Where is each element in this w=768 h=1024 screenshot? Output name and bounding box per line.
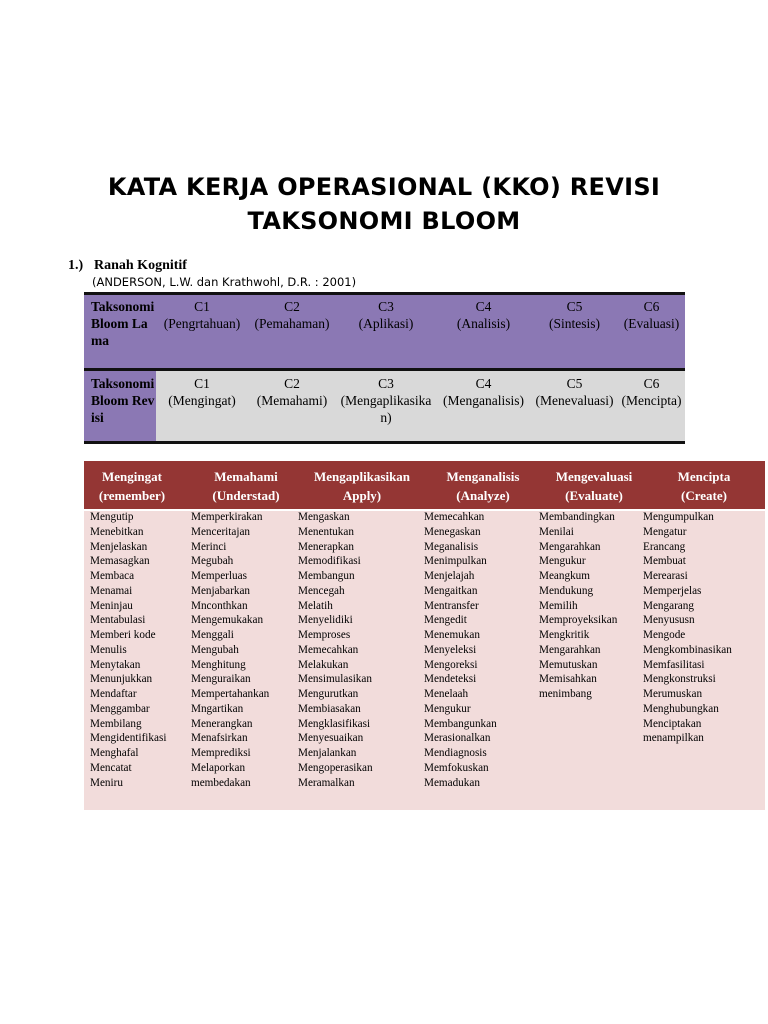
level-label: (Menevaluasi) bbox=[535, 393, 614, 408]
verb-item: Menegaskan bbox=[424, 525, 481, 538]
verb-item: Mengukur bbox=[424, 702, 471, 715]
verb-item: Menemukan bbox=[424, 629, 480, 641]
level-cell-c1 bbox=[156, 294, 248, 370]
kko-header-english: (Analyze) bbox=[456, 488, 510, 503]
kko-header-level: Mengingat bbox=[102, 469, 162, 484]
kko-header-level: Mengaplikasikan bbox=[313, 469, 411, 484]
verb-item: Mnconthkan bbox=[191, 599, 248, 612]
level-label: (Sintesis) bbox=[548, 316, 600, 331]
verb-item: Mendeteksi bbox=[424, 673, 477, 686]
document-title bbox=[0, 170, 768, 238]
level-code: C1 bbox=[194, 299, 210, 314]
verb-item: Menggali bbox=[191, 629, 234, 641]
verb-item: Mengarahkan bbox=[539, 540, 601, 553]
verb-item: Menimpulkan bbox=[424, 555, 487, 568]
level-code: C2 bbox=[284, 376, 300, 391]
level-cell-c6 bbox=[618, 294, 685, 370]
level-code: C2 bbox=[284, 299, 300, 314]
kko-column-5 bbox=[539, 510, 617, 702]
verb-item: Melakukan bbox=[298, 658, 349, 671]
level-cell-c3 bbox=[336, 370, 436, 443]
verb-item: Memperjelas bbox=[643, 584, 702, 597]
kko-header-6 bbox=[634, 467, 768, 505]
verb-item: Mendukung bbox=[539, 584, 594, 597]
verb-item: Mengatur bbox=[643, 525, 687, 538]
kko-header-english: (Evaluate) bbox=[565, 488, 623, 503]
row-taksonomi-revisi bbox=[84, 370, 685, 443]
verb-item: Melatih bbox=[298, 599, 333, 612]
kko-header-english: Apply) bbox=[342, 488, 382, 503]
row-header: Taksonomi Bloom Revisi bbox=[84, 370, 156, 443]
level-label: (Analisis) bbox=[456, 316, 511, 331]
verb-item: Mengutip bbox=[90, 511, 134, 523]
verb-item: Membilang bbox=[90, 717, 142, 730]
verb-item: Mencatat bbox=[90, 761, 132, 774]
verb-item: Menelaah bbox=[424, 688, 469, 700]
verb-item: Menghafal bbox=[90, 747, 139, 759]
level-cell-c2 bbox=[248, 370, 336, 443]
verb-item: Menyeleksi bbox=[424, 643, 477, 656]
kko-table-header bbox=[84, 461, 765, 511]
verb-item: Memasagkan bbox=[90, 555, 150, 568]
verb-item: Mengemukakan bbox=[191, 614, 264, 627]
verb-item: Mendiagnosis bbox=[424, 747, 487, 759]
verb-item: menimbang bbox=[539, 688, 592, 700]
verb-item: Memodifikasi bbox=[298, 555, 361, 568]
verb-item: Menulis bbox=[90, 643, 127, 656]
level-label: (Memahami) bbox=[256, 393, 328, 408]
verb-item: Menggambar bbox=[90, 702, 150, 715]
verb-item: Mengaitkan bbox=[424, 584, 478, 597]
verb-item: Menerapkan bbox=[298, 540, 354, 553]
level-cell-c2 bbox=[248, 294, 336, 370]
verb-item: Menyelidiki bbox=[298, 614, 353, 627]
title-line-1: KATA KERJA OPERASIONAL (KKO) REVISI bbox=[107, 173, 661, 201]
verb-item: Memproyeksikan bbox=[539, 614, 618, 627]
verb-item: Mengarang bbox=[643, 599, 694, 612]
verb-item: membedakan bbox=[191, 776, 251, 789]
verb-item: Mengkonstruksi bbox=[643, 673, 716, 686]
kko-header-english: (remember) bbox=[98, 488, 166, 503]
kko-column-4 bbox=[424, 510, 497, 790]
section-title: Ranah Kognitif bbox=[94, 258, 187, 273]
verb-item: Mengaskan bbox=[298, 511, 350, 523]
verb-item: Mengoperasikan bbox=[298, 761, 373, 774]
verb-item: Memutuskan bbox=[539, 658, 598, 671]
verb-item: Menunjukkan bbox=[90, 673, 153, 686]
level-code: C6 bbox=[643, 299, 660, 314]
section-number: 1.) bbox=[68, 258, 84, 273]
level-label: (Menganalisis) bbox=[443, 393, 524, 408]
kko-header-level: Mengevaluasi bbox=[555, 469, 633, 484]
kko-header-level: Memahami bbox=[214, 469, 278, 484]
kko-column-1 bbox=[90, 510, 166, 790]
level-label: (Evaluasi) bbox=[623, 316, 680, 331]
verb-item: Mengkritik bbox=[539, 629, 590, 641]
verb-item: menampilkan bbox=[643, 732, 704, 745]
verb-item: Menilai bbox=[539, 525, 574, 538]
verb-item: Mengoreksi bbox=[424, 658, 478, 671]
level-label: (Mengingat) bbox=[168, 393, 236, 408]
level-code: C3 bbox=[378, 376, 394, 391]
verb-item: Membiasakan bbox=[298, 702, 361, 715]
verb-item: Membangun bbox=[298, 570, 355, 582]
verb-item: Menjelajah bbox=[424, 570, 475, 582]
level-cell-c4 bbox=[436, 370, 531, 443]
level-cell-c6 bbox=[618, 370, 685, 443]
verb-item: Memberi kode bbox=[90, 629, 156, 641]
kko-header-english: (Understad) bbox=[212, 488, 280, 503]
kko-column-2 bbox=[191, 510, 269, 790]
verb-item: Mengkombinasikan bbox=[643, 643, 732, 656]
verb-item: Memprediksi bbox=[191, 747, 251, 759]
verb-item: Membangunkan bbox=[424, 717, 497, 730]
verb-item: Mempertahankan bbox=[191, 688, 270, 700]
level-code: C1 bbox=[194, 376, 210, 391]
row-taksonomi-lama bbox=[84, 294, 685, 370]
verb-item: Merearasi bbox=[643, 570, 688, 582]
kko-header-english: (Create) bbox=[681, 488, 727, 503]
kko-table bbox=[84, 461, 765, 810]
level-cell-c1 bbox=[156, 370, 248, 443]
verb-item: Memperkirakan bbox=[191, 511, 263, 523]
level-label: (Mencipta) bbox=[621, 393, 682, 408]
verb-item: Meramalkan bbox=[298, 776, 355, 789]
verb-item: Membuat bbox=[643, 555, 686, 568]
kko-column-3 bbox=[298, 510, 373, 790]
verb-item: Meangkum bbox=[539, 570, 590, 582]
verb-item: Melaporkan bbox=[191, 761, 246, 774]
verb-item: Memecahkan bbox=[298, 643, 359, 656]
verb-item: Memproses bbox=[298, 629, 351, 641]
level-cell-c5 bbox=[531, 370, 618, 443]
verb-item: Mencegah bbox=[298, 584, 345, 597]
verb-item: Meganalisis bbox=[424, 540, 479, 553]
level-label: (Pemahaman) bbox=[254, 316, 330, 331]
verb-item: Mengode bbox=[643, 629, 686, 641]
verb-item: Memilih bbox=[539, 599, 578, 612]
verb-item: Mengurutkan bbox=[298, 688, 359, 700]
kko-header-level: Menganalisis bbox=[446, 469, 520, 484]
verb-item: Meniru bbox=[90, 776, 123, 789]
verb-item: Merumuskan bbox=[643, 688, 703, 700]
verb-item: Membaca bbox=[90, 570, 135, 582]
verb-item: Mengklasifikasi bbox=[298, 717, 371, 730]
verb-item: Menghitung bbox=[191, 658, 246, 671]
verb-item: Mentransfer bbox=[424, 599, 479, 612]
verb-item: Menguraikan bbox=[191, 673, 251, 686]
level-cell-c4 bbox=[436, 294, 531, 370]
level-code: C4 bbox=[475, 376, 492, 391]
verb-item: Mengukur bbox=[539, 555, 586, 568]
verb-item: Megubah bbox=[191, 555, 234, 568]
verb-item: Mendaftar bbox=[90, 688, 137, 700]
level-label: (Mengaplikasikan) bbox=[340, 393, 432, 425]
verb-item: Membandingkan bbox=[539, 511, 615, 523]
verb-item: Menentukan bbox=[298, 525, 354, 538]
verb-item: Menytakan bbox=[90, 658, 141, 671]
verb-item: Menyesuaikan bbox=[298, 732, 364, 745]
level-code: C6 bbox=[643, 376, 660, 391]
verb-item: Menamai bbox=[90, 584, 133, 597]
verb-item: Menjabarkan bbox=[191, 584, 251, 597]
verb-item: Memfokuskan bbox=[424, 761, 489, 774]
level-code: C5 bbox=[566, 299, 583, 314]
row-header: Taksonomi Bloom Lama bbox=[84, 294, 156, 370]
verb-item: Mengidentifikasi bbox=[90, 732, 167, 745]
level-code: C3 bbox=[378, 299, 394, 314]
verb-item: Mngartikan bbox=[191, 702, 244, 715]
verb-item: Mengedit bbox=[424, 614, 467, 627]
verb-item: Memadukan bbox=[424, 776, 480, 789]
verb-item: Mensimulasikan bbox=[298, 673, 372, 686]
verb-item: Merinci bbox=[191, 540, 227, 553]
verb-item: Memfasilitasi bbox=[643, 658, 705, 671]
verb-item: Menjalankan bbox=[298, 747, 357, 759]
level-label: (Pengrtahuan) bbox=[163, 316, 241, 331]
verb-item: Mengarahkan bbox=[539, 643, 601, 656]
verb-item: Memisahkan bbox=[539, 673, 597, 686]
taxonomy-comparison-table bbox=[84, 292, 685, 444]
verb-item: Memecahkan bbox=[424, 511, 485, 523]
verb-item: Menciptakan bbox=[643, 717, 702, 730]
level-cell-c5 bbox=[531, 294, 618, 370]
level-cell-c3 bbox=[336, 294, 436, 370]
verb-item: Menebitkan bbox=[90, 525, 144, 538]
verb-item: Menjelaskan bbox=[90, 540, 148, 553]
kko-header-3 bbox=[292, 467, 432, 505]
verb-item: Menafsirkan bbox=[191, 732, 248, 745]
level-code: C4 bbox=[475, 299, 492, 314]
verb-item: Mengumpulkan bbox=[643, 511, 714, 523]
title-line-2: TAKSONOMI BLOOM bbox=[247, 207, 521, 235]
kko-column-6 bbox=[643, 510, 732, 746]
verb-item: Memperluas bbox=[191, 570, 247, 582]
level-code: C5 bbox=[566, 376, 583, 391]
section-heading bbox=[68, 258, 187, 274]
source-citation: (ANDERSON, L.W. dan Krathwohl, D.R. : 2001) bbox=[92, 275, 357, 289]
verb-item: Menerangkan bbox=[191, 717, 253, 730]
level-label: (Aplikasi) bbox=[358, 316, 414, 331]
verb-item: Menceritajan bbox=[191, 525, 251, 538]
verb-item: Merasionalkan bbox=[424, 732, 491, 745]
verb-item: Erancang bbox=[643, 540, 686, 553]
verb-item: Menyususn bbox=[643, 614, 695, 627]
kko-header-level: Mencipta bbox=[677, 469, 731, 484]
verb-item: Meninjau bbox=[90, 599, 133, 612]
verb-item: Mengubah bbox=[191, 643, 239, 656]
verb-item: Menghubungkan bbox=[643, 702, 719, 715]
verb-item: Mentabulasi bbox=[90, 614, 146, 627]
